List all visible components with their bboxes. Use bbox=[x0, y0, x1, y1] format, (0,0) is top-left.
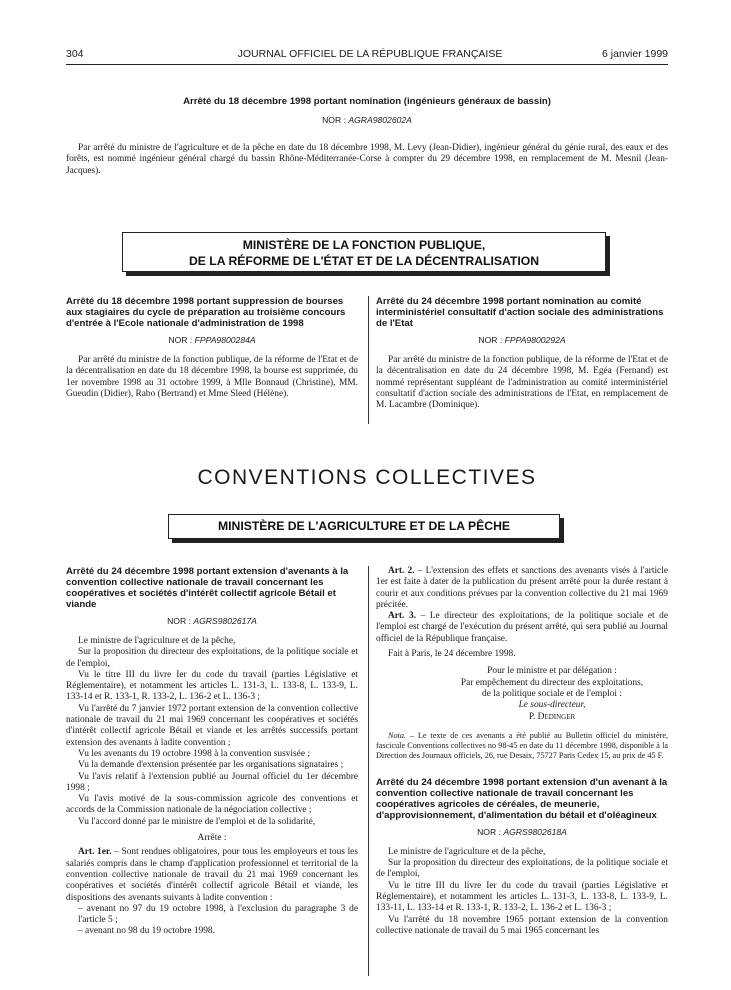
arrete3-body: Le ministre de l'agriculture et de la pêche, Sur la proposition du directeur des exploitations, de la politique sociale et de l'emploi, Vu le titre III du livre Ier du code du travail (parties Législative et Réglementaire), et notamment les articles L. 131-3, L. 133-8, L. 133-9, L. 133-14 et R. 133-1, R. 133-2, L. 136-2 et L. 136-3 ; Vu l'arrêté du 7 janvier 1972 portant extension de la convention collective nationale de travail du 21 mai 1969 concernant les coopératives et sociétés d'intérêt collectif agricole Bétail et viande et les arrêtés successifs portant extension des avenants à ladite convention ; Vu les avenants du 19 octobre 1998 à la convention susvisée ; Vu la demande d'extension présentée par les organisations signataires ; Vu l'avis relatif à l'extension publié au Journal officiel du 1er décembre 1998 ; Vu l'avis motivé de la sous-commission agricole des conventions et accords de la Commission nationale de la négociation collective ; Vu l'accord donné par le ministre de l'emploi et de la solidarité, Arrête : Art. 1er. – Sont rendues obligatoires, pour tous les employeurs et tous les salariés compris dans le champ d'application professionnel et territorial de la convention collective nationale de travail du 21 mai 1969 concernant les coopératives et sociétés d'intérêt collectif agricole Bétail et viande, les dispositions des avenants suivants à ladite convention : – avenant no 97 du 19 octobre 1998, à l'exclusion du paragraphe 3 de l'article 5 ; – avenant no 98 du 19 octobre 1998. bbox=[66, 636, 358, 937]
fait-a-paris: Fait à Paris, le 24 décembre 1998. bbox=[388, 649, 516, 660]
article-2: Art. 2. – L'extension des effets et sanctions des avenants visés à l'article 1er est faite à dater de la publication du présent arrêté pour la durée restant à courir et aux conditions prévues par la convention collective du 21 mai 1969 précitée. bbox=[376, 566, 668, 610]
arrete3-title: Arrêté du 24 décembre 1998 portant extension d'avenants à la convention collective nationale de travail concernant les coopératives et sociétés d'intérêt collectif agricole Bétail et viande bbox=[66, 566, 349, 610]
ministry1-line2: DE LA RÉFORME DE L'ÉTAT ET DE LA DÉCENTRALISATION bbox=[188, 254, 539, 268]
signature-block: Pour le ministre et par délégation : Par empêchement du directeur des exploitations, de la politique sociale et de l'emploi : Le sous-directeur, P. Dedinger bbox=[460, 666, 644, 722]
arrete-right-nor: NOR : FPPA9800292A bbox=[478, 335, 566, 345]
arrete-right-title: Arrêté du 24 décembre 1998 portant nomination au comité interministériel consultatif d'action sociale des administrations de l'Etat bbox=[376, 296, 664, 329]
nota: Nota. – Le texte de ces avenants a été publié au Bulletin officiel du ministère, fascicule Conventions collectives no 98-45 en date du 11 décembre 1998, disponible à la Direction des Journaux officiels, 26, rue Desaix, 75727 Paris Cedex 15, au prix de 45 F. bbox=[376, 730, 668, 760]
conventions-heading: CONVENTIONS COLLECTIVES bbox=[197, 466, 537, 489]
arrete3-continuation bbox=[376, 566, 668, 937]
issue-date: 6 janvier 1999 bbox=[602, 48, 668, 60]
column-rule bbox=[368, 566, 369, 976]
arrete-extension-cereales bbox=[376, 777, 668, 937]
section1-body: Par arrêté du ministre de l'agriculture et de la pêche en date du 18 décembre 1998, M. Levy (Jean-Didier), ingénieur général du génie rural, des eaux et des forêts, est nommé ingénieur général chargé du bassin Rhône-Méditerranée-Corse à compter du 29 décembre 1998, en remplacement de M. Mesnil (Jean-Jacques). bbox=[66, 143, 668, 176]
avenant-list-item: – avenant no 98 du 19 octobre 1998. bbox=[78, 926, 215, 937]
section1-nor: NOR : AGRA9802602A bbox=[322, 115, 412, 125]
ministry-agriculture-box: MINISTÈRE DE L'AGRICULTURE ET DE LA PÊCHE bbox=[168, 514, 560, 539]
arrete-nomination-comite bbox=[376, 296, 668, 411]
ministry-fonction-publique-box bbox=[122, 232, 606, 272]
arrete-extension-betail-viande bbox=[66, 566, 358, 938]
arrete4-nor: NOR : AGRS9802618A bbox=[477, 826, 567, 837]
column-rule bbox=[368, 296, 369, 424]
arrete-left-body: Par arrêté du ministre de la fonction publique, de la réforme de l'Etat et de la décentralisation en date du 18 décembre 1998, la bourse est supprimée, du 1er novembre 1998 au 31 octobre 1999, à Mlle Bonnaud (Christine), MM. Gueudin (Didier), Rabo (Bertrand) et Mme Sleed (Hélène). bbox=[66, 355, 358, 399]
section1-title: Arrêté du 18 décembre 1998 portant nomination (ingénieurs généraux de bassin) bbox=[183, 96, 551, 107]
journal-title: JOURNAL OFFICIEL DE LA RÉPUBLIQUE FRANÇAISE bbox=[237, 48, 503, 60]
article-1: Art. 1er. – Sont rendues obligatoires, pour tous les employeurs et tous les salariés compris dans le champ d'application professionnel et territorial de la convention collective nationale de travail du 21 mai 1969 concernant les coopératives et sociétés d'intérêt collectif agricole Bétail et viande, les dispositions des avenants suivants à ladite convention : bbox=[66, 847, 358, 903]
section-nomination-ingenieurs bbox=[66, 96, 668, 177]
arrete-left-nor: NOR : FPPA9800284A bbox=[168, 335, 256, 345]
ministry1-line1: MINISTÈRE DE LA FONCTION PUBLIQUE, bbox=[242, 238, 486, 252]
arrete-left-title: Arrêté du 18 décembre 1998 portant suppression de bourses aux stagiaires du cycle de préparation au troisième concours d'entrée à l'Ecole nationale d'administration de 1998 bbox=[66, 296, 346, 329]
arrete3-nor: NOR : AGRS9802617A bbox=[167, 616, 257, 626]
arrete-suppression-bourses bbox=[66, 296, 358, 400]
article-3: Art. 3. – Le directeur des exploitations, de la politique sociale et de l'emploi est chargé de l'exécution du présent arrêté, qui sera publié au Journal officiel de la République française. bbox=[376, 611, 669, 644]
header-rule bbox=[66, 64, 668, 65]
page-number: 304 bbox=[66, 48, 84, 60]
arrete4-body: Le ministre de l'agriculture et de la pêche, Sur la proposition du directeur des exploitations, de la politique sociale et de l'emploi, Vu le titre III du livre Ier du code du travail (parties Législative et Réglementaire), et notamment les articles L. 131-3, L. 133-8, L. 133-9, L. 133-11, L. 133-14 et R. 133-1, R. 133-2, L. 136-2 et L. 136-3 ; Vu l'arrêté du 18 novembre 1965 portant extension de la convention collective nationale de travail du 5 mai 1965 concernant les bbox=[376, 846, 668, 936]
arrete-right-body: Par arrêté du ministre de la fonction publique, de la réforme de l'Etat et de la décentralisation en date du 24 décembre 1998, M. Egéa (Fernand) est nommé représentant suppléant de l'administration au comité interministériel consultatif d'action sociale des administrations de l'Etat, en remplacement de M. Lacambre (Dominique). bbox=[376, 355, 668, 411]
arrete4-title: Arrêté du 24 décembre 1998 portant extension d'un avenant à la convention collective nationale de travail concernant les coopératives agricoles de céréales, de meunerie, d'approvisionnement, d'alimentation du bétail et d'oléagineux bbox=[376, 776, 668, 821]
arrete-label: Arrête : bbox=[197, 833, 227, 844]
avenant-list-item: – avenant no 97 du 19 octobre 1998, à l'exclusion du paragraphe 3 de l'article 5 ; bbox=[78, 903, 358, 926]
